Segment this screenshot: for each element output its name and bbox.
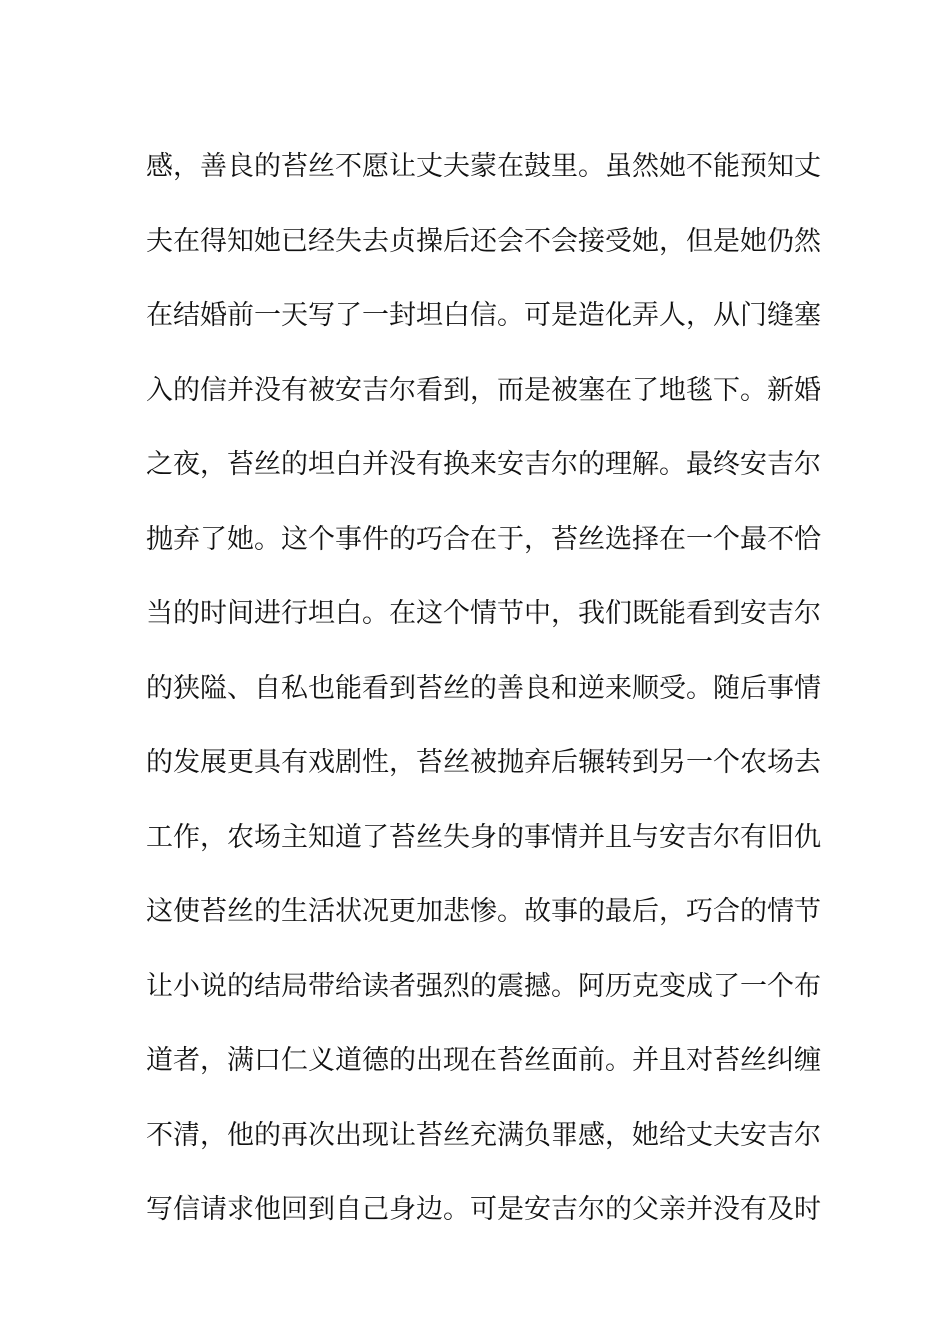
text-line-13: 道者，满口仁义道德的出现在苔丝面前。并且对苔丝纠缠 [146, 1045, 821, 1076]
text-line-14: 不清，他的再次出现让苔丝充满负罪感，她给丈夫安吉尔 [146, 1119, 821, 1151]
text-line-1: 感，善良的苔丝不愿让丈夫蒙在鼓里。虽然她不能预知丈 [146, 151, 821, 182]
text-line-2: 夫在得知她已经失去贞操后还会不会接受她，但是她仍然 [146, 225, 821, 257]
text-line-8: 的狭隘、自私也能看到苔丝的善良和逆来顺受。随后事情 [146, 672, 821, 704]
text-line-5: 之夜，苔丝的坦白并没有换来安吉尔的理解。最终安吉尔 [146, 449, 821, 480]
text-line-11: 这使苔丝的生活状况更加悲惨。故事的最后，巧合的情节 [146, 896, 821, 927]
text-line-4: 入的信并没有被安吉尔看到，而是被塞在了地毯下。新婚 [146, 374, 821, 406]
text-line-7: 当的时间进行坦白。在这个情节中，我们既能看到安吉尔 [146, 598, 821, 629]
text-line-6: 抛弃了她。这个事件的巧合在于，苔丝选择在一个最不恰 [146, 523, 821, 555]
body-paragraph [146, 130, 826, 1248]
text-line-10: 工作，农场主知道了苔丝失身的事情并且与安吉尔有旧仇 [146, 821, 821, 853]
text-line-12: 让小说的结局带给读者强烈的震撼。阿历克变成了一个布 [146, 970, 821, 1002]
text-line-15: 写信请求他回到自己身边。可是安吉尔的父亲并没有及时 [146, 1194, 821, 1225]
text-line-3: 在结婚前一天写了一封坦白信。可是造化弄人，从门缝塞 [146, 300, 821, 331]
text-line-9: 的发展更具有戏剧性，苔丝被抛弃后辗转到另一个农场去 [146, 747, 821, 778]
